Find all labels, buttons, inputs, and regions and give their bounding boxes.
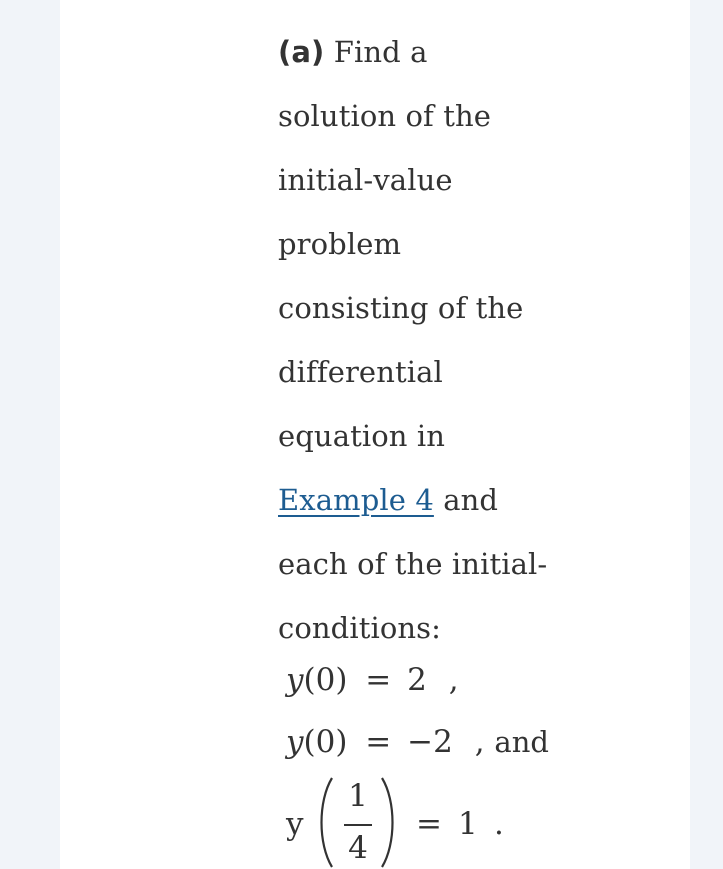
problem-line-1 <box>278 20 578 84</box>
problem-text-line: consisting of the <box>278 291 524 325</box>
content-page <box>60 0 690 869</box>
condition-2 <box>286 724 549 760</box>
problem-line-link <box>278 468 578 532</box>
condition-value: 1 <box>458 806 478 842</box>
equals-sign: = <box>365 662 392 698</box>
example-4-link[interactable]: Example 4 <box>278 483 434 517</box>
function-symbol: y <box>286 724 304 760</box>
punctuation: , <box>448 662 459 698</box>
problem-text-line: problem <box>278 227 402 261</box>
problem-text-line: differential <box>278 355 443 389</box>
fraction-numerator: 1 <box>348 778 368 814</box>
problem-text-line: initial-value <box>278 163 453 197</box>
problem-text-line: equation in <box>278 419 446 453</box>
argument: (0) <box>303 724 348 760</box>
problem-text-line: Find a <box>333 35 428 69</box>
fraction-bar <box>344 824 372 826</box>
condition-connector: and <box>494 725 549 759</box>
function-symbol: y <box>286 806 304 842</box>
fraction-denominator: 4 <box>348 830 368 866</box>
equals-sign: = <box>416 806 442 842</box>
function-symbol: y <box>286 662 304 698</box>
condition-value: −2 <box>407 724 453 760</box>
equals-sign: = <box>365 724 392 760</box>
problem-text-line: and <box>443 483 499 517</box>
part-label: (a) <box>278 35 325 69</box>
punctuation: , <box>474 724 485 760</box>
left-paren-icon <box>316 776 336 869</box>
problem-text-line: solution of the <box>278 99 491 133</box>
problem-text-line: each of the initial- <box>278 547 548 581</box>
punctuation: . <box>494 806 504 842</box>
problem-text <box>278 20 578 660</box>
right-paren-icon <box>378 776 398 869</box>
argument: (0) <box>303 662 348 698</box>
condition-value: 2 <box>407 662 427 698</box>
problem-text-line: conditions: <box>278 611 442 645</box>
condition-1 <box>286 662 459 698</box>
